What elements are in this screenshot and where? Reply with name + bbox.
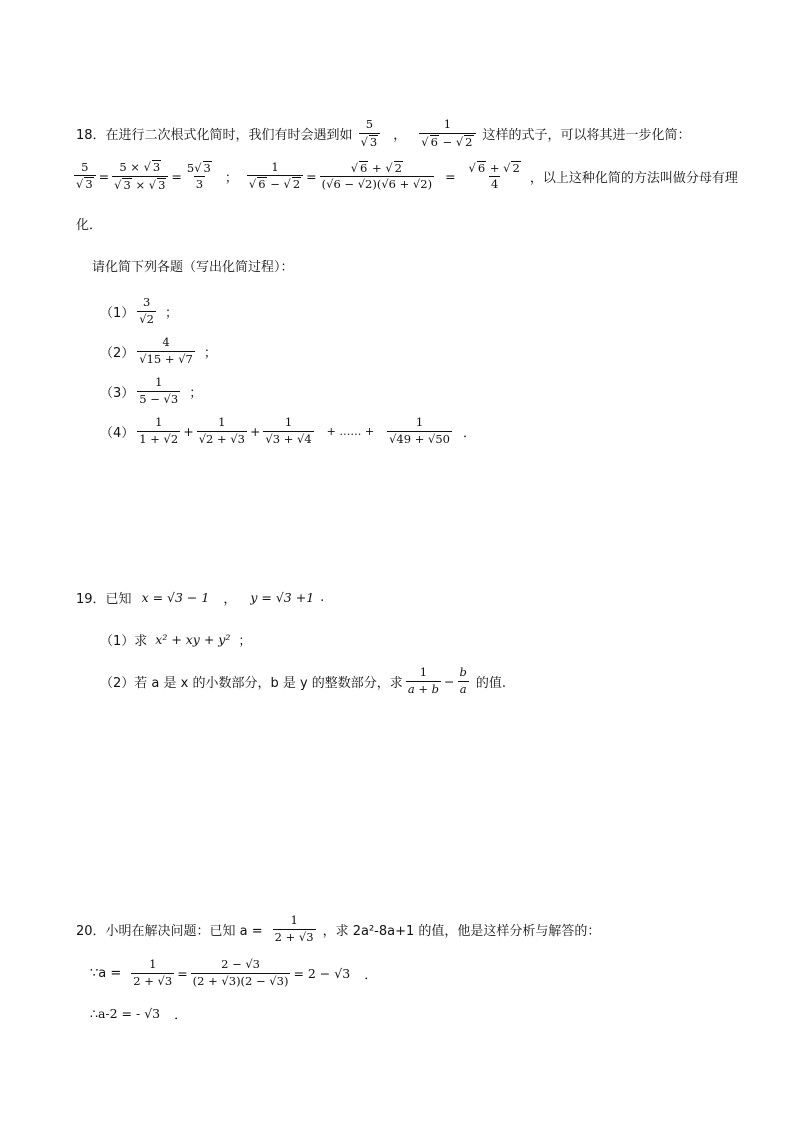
q18-example-fraction-2 [419, 118, 475, 150]
numerator: 4 [162, 335, 170, 349]
q20-line2-fraction-2 [191, 958, 291, 989]
equals-sign: = [306, 168, 317, 184]
numerator: 1 [271, 159, 279, 174]
q19-part1-end: ； [238, 634, 252, 649]
numerator: 1 [218, 415, 226, 429]
item-end: ． [462, 425, 476, 441]
q19-dot: . [320, 590, 325, 605]
q18-intro-a: 在进行二次根式化简时，我们有时会遇到如 [105, 128, 353, 144]
q18-row2-fraction-1 [74, 161, 96, 193]
item-end: ； [189, 385, 203, 401]
q18-comma: ， [393, 128, 407, 144]
equals-sign: = [171, 168, 182, 184]
item-label: （4） [100, 425, 135, 441]
numerator: b [459, 665, 467, 679]
q18-row2-fraction-2 [112, 160, 168, 193]
numerator: √ 6 + √ 2 [468, 160, 520, 175]
denominator: (√6 − √2)(√6 + √2) [321, 177, 433, 192]
numerator: 5 × √ 3 [119, 160, 161, 174]
q19-x-expression: x = √3 − 1 [141, 590, 210, 605]
q19-part1-expression: x² + xy + y² [155, 632, 231, 647]
plus-sign: + [249, 423, 261, 439]
denominator: √15 + √7 [139, 351, 193, 366]
q18-line-2 [74, 160, 794, 193]
q20-line3-end: ． [174, 1008, 188, 1023]
denominator: 5 − √3 [139, 391, 179, 406]
denominator: a + b [407, 681, 439, 696]
denominator: √2 [139, 311, 154, 326]
item-fraction [137, 336, 195, 367]
q18-intro-b: 这样的式子，可以将其进一步化简： [482, 128, 691, 144]
denominator: √ 3 [74, 175, 96, 192]
q18-instruction-line [92, 256, 794, 275]
q20-intro-b: ，求 2a²-8a+1 的值，他是这样分析与解答的： [322, 923, 601, 939]
q18-row2-fraction-3 [185, 161, 214, 193]
q18-line-3 [76, 214, 794, 233]
q19-part2-text: （2）若 a 是 x 的小数部分，b 是 y 的整数部分，求 [100, 675, 403, 691]
q19-number: 19． [76, 592, 106, 607]
item-fraction [137, 296, 156, 327]
q20-line-2 [90, 958, 794, 989]
denominator: 1 + √2 [139, 431, 179, 446]
denominator: a [459, 681, 467, 696]
numerator: 5 [81, 159, 89, 174]
numerator: 1 [284, 415, 293, 429]
denominator: 2 + √3 [133, 973, 173, 988]
q18-row2-fraction-6 [467, 161, 523, 193]
denominator: √ 6 − √ 2 [419, 133, 475, 150]
item-label: （3） [100, 385, 135, 401]
denominator: √ 3 × √ 3 [112, 176, 168, 193]
q19-part1-label: （1）求 [100, 634, 148, 649]
numerator: 5√ 3 [186, 160, 211, 175]
q20-therefore-line: ∴a-2 = - √3 [90, 1006, 161, 1021]
q18-example-fraction-1 [359, 118, 381, 150]
q18-item-4 [100, 416, 794, 447]
q18-row3-text: 化． [76, 218, 103, 233]
q20-number: 20． [76, 923, 106, 939]
item4-term-1 [137, 416, 180, 447]
item4-term-2 [197, 416, 247, 447]
numerator: 1 [290, 913, 298, 927]
q18-item-3 [100, 376, 794, 407]
denominator: 2 + √3 [274, 929, 314, 944]
q18-item-1 [100, 296, 794, 327]
item-end: ； [164, 305, 178, 321]
denominator: √49 + √50 [389, 431, 450, 446]
q18-semicolon: ； [224, 170, 238, 186]
item4-last-term [387, 416, 452, 447]
q20-because-a: ∵a = [90, 965, 122, 981]
numerator: 3 [142, 295, 151, 309]
numerator: 5 [365, 117, 374, 131]
item-fraction [137, 376, 180, 407]
numerator: 1 [419, 665, 428, 679]
equals-sign: = [445, 168, 456, 184]
q20-line2-fraction-1 [131, 958, 174, 989]
plus-sign: + [183, 423, 194, 439]
numerator: 1 [415, 415, 424, 429]
q18-row2-fraction-5 [320, 161, 434, 193]
equals-sign: = [177, 965, 188, 981]
item-label: （2） [100, 345, 135, 361]
denominator: 3 [195, 177, 204, 192]
q20-line-1 [76, 914, 794, 945]
q19-part-1 [100, 630, 794, 649]
denominator: √ 6 − √ 2 [247, 175, 303, 192]
minus-sign: − [443, 673, 455, 689]
q18-instruction: 请化简下列各题（写出化简过程）： [92, 260, 294, 275]
q19-separator: ， [223, 592, 237, 607]
q19-part2-end: 的值. [475, 675, 506, 691]
denominator: √ 3 [359, 133, 381, 150]
q18-item-2 [100, 336, 794, 367]
numerator: 1 [443, 117, 452, 131]
item-end: ； [203, 345, 217, 361]
q18-line-1 [76, 118, 794, 150]
q19-part2-fraction-1 [406, 666, 441, 697]
numerator: √ 6 + √ 2 [350, 160, 402, 175]
q20-line2-end: ． [364, 967, 378, 983]
numerator: 2 − √3 [221, 957, 261, 971]
denominator: 4 [491, 177, 499, 192]
q19-known: 已知 [105, 592, 132, 607]
q18-row2-tail: ，以上这种化简的方法叫做分母有理 [529, 170, 738, 186]
item4-ellipsis: + …… + [326, 424, 375, 438]
numerator: 1 [155, 375, 163, 389]
q20-line-3 [90, 1004, 794, 1023]
numerator: 1 [155, 415, 163, 429]
denominator: √3 + √4 [265, 431, 312, 446]
q19-y-expression: y = √3 +1 [250, 590, 315, 605]
numerator: 1 [149, 957, 157, 971]
q19-part-2 [100, 666, 794, 697]
item-label: （1） [100, 305, 135, 321]
q19-line-1 [76, 588, 794, 607]
item4-term-3 [263, 416, 313, 447]
q18-row2-fraction-4 [247, 161, 303, 193]
denominator: (2 + √3)(2 − √3) [192, 973, 289, 988]
q19-part2-fraction-2 [457, 666, 468, 697]
q20-intro-a: 小明在解决问题：已知 a = [105, 923, 263, 939]
equals-sign: = [98, 168, 110, 184]
q20-line2-result: = 2 − √3 [293, 965, 351, 981]
q18-number: 18． [76, 128, 106, 144]
denominator: √2 + √3 [198, 431, 245, 446]
q20-a-fraction [273, 914, 316, 945]
